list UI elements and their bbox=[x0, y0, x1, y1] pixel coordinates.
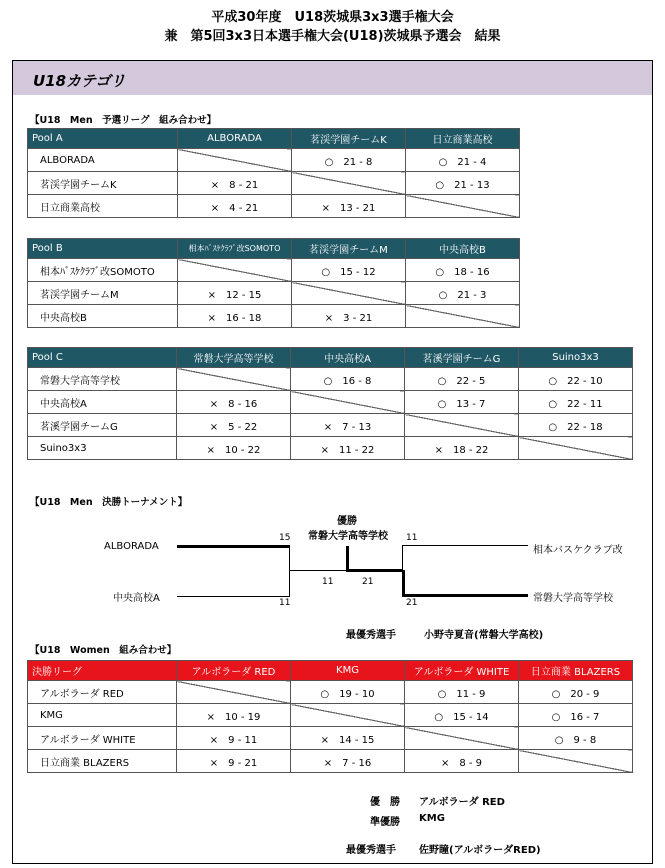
col-header: 日立商業 BLAZERS bbox=[519, 661, 633, 681]
result-cell: × 3 - 21 bbox=[292, 305, 406, 328]
row-team: 茗渓学園チームK bbox=[28, 172, 178, 195]
women-runner-label: 準優勝 bbox=[370, 817, 400, 828]
table-row bbox=[28, 149, 520, 172]
result-cell: ○ 21 - 3 bbox=[406, 282, 520, 305]
table-row bbox=[28, 437, 633, 460]
result-cell: ○ 15 - 12 bbox=[292, 259, 406, 282]
bracket-line bbox=[289, 570, 347, 571]
col-header: 常磐大学高等学校 bbox=[177, 348, 291, 368]
bracket-team-right-bottom: 常磐大学高等学校 bbox=[533, 593, 613, 604]
row-team: アルボラーダ WHITE bbox=[28, 727, 177, 750]
col-header: 茗渓学園チームM bbox=[292, 239, 406, 259]
row-team: 相本ﾊﾞｽｹｸﾗﾌﾞ改SOMOTO bbox=[28, 259, 178, 282]
pool-name: Pool B bbox=[28, 239, 178, 259]
result-cell: ○ 19 - 10 bbox=[291, 681, 405, 704]
result-cell: × 18 - 22 bbox=[405, 437, 519, 460]
pool-a-table bbox=[27, 128, 520, 218]
result-cell: ○ 21 - 4 bbox=[406, 149, 520, 172]
result-cell: × 7 - 13 bbox=[291, 414, 405, 437]
col-header: 茗渓学園チームK bbox=[292, 129, 406, 149]
result-cell: × 5 - 22 bbox=[177, 414, 291, 437]
pool-b-table bbox=[27, 238, 520, 328]
col-header: 中央高校B bbox=[406, 239, 520, 259]
men-mvp-name: 小野寺夏音(常磐大学高校) bbox=[424, 630, 544, 641]
self-cell bbox=[177, 368, 291, 391]
col-header: 日立商業高校 bbox=[406, 129, 520, 149]
result-cell: × 9 - 11 bbox=[177, 727, 291, 750]
result-cell: ○ 20 - 9 bbox=[519, 681, 633, 704]
result-cell: ○ 11 - 9 bbox=[405, 681, 519, 704]
row-team: 中央高校A bbox=[28, 391, 177, 414]
col-header: KMG bbox=[291, 661, 405, 681]
bracket-line bbox=[402, 545, 528, 546]
bracket-line bbox=[402, 545, 403, 570]
table-row bbox=[28, 172, 520, 195]
score-left-bottom: 11 bbox=[279, 598, 291, 608]
pool-c-table bbox=[27, 347, 633, 460]
self-cell bbox=[178, 149, 292, 172]
result-cell: ○ 18 - 16 bbox=[406, 259, 520, 282]
bracket-line bbox=[402, 570, 405, 597]
self-cell bbox=[405, 727, 519, 750]
row-team: Suino3x3 bbox=[28, 437, 177, 460]
result-cell: × 10 - 22 bbox=[177, 437, 291, 460]
women-runner-name: KMG bbox=[419, 813, 445, 824]
self-cell bbox=[406, 195, 520, 218]
result-cell: × 11 - 22 bbox=[291, 437, 405, 460]
bracket-line bbox=[177, 545, 289, 548]
score-left-top: 15 bbox=[279, 533, 291, 543]
bracket-line bbox=[346, 569, 403, 572]
col-header: 相本ﾊﾞｽｹｸﾗﾌﾞ改SOMOTO bbox=[178, 239, 292, 259]
self-cell bbox=[292, 172, 406, 195]
champion-label: 優勝 bbox=[337, 516, 357, 527]
tournament-heading: 【U18 Men 決勝トーナメント】 bbox=[30, 497, 188, 508]
table-row bbox=[28, 414, 633, 437]
self-cell bbox=[519, 437, 633, 460]
result-cell: ○ 13 - 7 bbox=[405, 391, 519, 414]
table-row bbox=[28, 282, 520, 305]
table-row bbox=[28, 681, 633, 704]
women-winner-label: 優 勝 bbox=[370, 797, 400, 808]
score-final-right: 21 bbox=[362, 577, 374, 587]
self-cell bbox=[406, 305, 520, 328]
result-cell: ○ 22 - 5 bbox=[405, 368, 519, 391]
self-cell bbox=[291, 391, 405, 414]
result-cell: × 14 - 15 bbox=[291, 727, 405, 750]
result-cell: × 4 - 21 bbox=[178, 195, 292, 218]
result-cell: × 13 - 21 bbox=[292, 195, 406, 218]
page-subtitle: 兼 第5回3x3日本選手権大会(U18)茨城県予選会 結果 bbox=[164, 29, 501, 44]
col-header: アルボラーダ WHITE bbox=[405, 661, 519, 681]
table-row bbox=[28, 259, 520, 282]
pool-name: Pool A bbox=[28, 129, 178, 149]
women-mvp-label: 最優秀選手 bbox=[346, 845, 396, 856]
result-cell: ○ 22 - 11 bbox=[519, 391, 633, 414]
women-mvp-name: 佐野瞳(アルボラーダRED) bbox=[419, 845, 541, 856]
row-team: 常磐大学高等学校 bbox=[28, 368, 177, 391]
bracket-team-left-top: ALBORADA bbox=[104, 541, 159, 552]
self-cell bbox=[291, 704, 405, 727]
result-cell: ○ 16 - 7 bbox=[519, 704, 633, 727]
result-cell: × 9 - 21 bbox=[177, 750, 291, 773]
table-row bbox=[28, 704, 633, 727]
row-team: KMG bbox=[28, 704, 177, 727]
result-cell: × 8 - 16 bbox=[177, 391, 291, 414]
row-team: 日立商業 BLAZERS bbox=[28, 750, 177, 773]
row-team: 日立商業高校 bbox=[28, 195, 178, 218]
result-cell: × 7 - 16 bbox=[291, 750, 405, 773]
score-right-bottom: 21 bbox=[406, 598, 418, 608]
bracket-line bbox=[289, 545, 290, 597]
result-cell: ○ 16 - 8 bbox=[291, 368, 405, 391]
result-cell: × 8 - 9 bbox=[405, 750, 519, 773]
col-header: 茗溪学園チームG bbox=[405, 348, 519, 368]
table-row bbox=[28, 368, 633, 391]
men-league-heading: 【U18 Men 予選リーグ 組み合わせ】 bbox=[30, 115, 217, 126]
table-row bbox=[28, 750, 633, 773]
self-cell bbox=[177, 681, 291, 704]
women-league-table bbox=[27, 660, 633, 773]
category-title: U18カテゴリ bbox=[33, 72, 126, 90]
self-cell bbox=[292, 282, 406, 305]
row-team: 茗溪学園チームG bbox=[28, 414, 177, 437]
champion-name: 常磐大学高等学校 bbox=[308, 531, 388, 542]
result-cell: ○ 9 - 8 bbox=[519, 727, 633, 750]
table-row bbox=[28, 195, 520, 218]
table-row bbox=[28, 305, 520, 328]
col-header: 中央高校A bbox=[291, 348, 405, 368]
category-banner bbox=[13, 61, 652, 95]
result-cell: ○ 22 - 18 bbox=[519, 414, 633, 437]
pool-name: Pool C bbox=[28, 348, 177, 368]
result-cell: ○ 21 - 13 bbox=[406, 172, 520, 195]
row-team: ALBORADA bbox=[28, 149, 178, 172]
self-cell bbox=[519, 750, 633, 773]
self-cell bbox=[178, 259, 292, 282]
col-header: Suino3x3 bbox=[519, 348, 633, 368]
result-cell: ○ 15 - 14 bbox=[405, 704, 519, 727]
page-title: 平成30年度 U18茨城県3x3選手権大会 bbox=[211, 10, 454, 25]
self-cell bbox=[405, 414, 519, 437]
table-row bbox=[28, 727, 633, 750]
result-cell: × 12 - 15 bbox=[178, 282, 292, 305]
result-cell: × 10 - 19 bbox=[177, 704, 291, 727]
row-team: 茗渓学園チームM bbox=[28, 282, 178, 305]
men-mvp-label: 最優秀選手 bbox=[346, 630, 396, 641]
result-cell: × 16 - 18 bbox=[178, 305, 292, 328]
women-heading: 【U18 Women 組み合わせ】 bbox=[30, 645, 177, 656]
bracket-team-right-top: 相本バスケクラブ改 bbox=[533, 545, 623, 556]
result-cell: ○ 21 - 8 bbox=[292, 149, 406, 172]
score-final-left: 11 bbox=[322, 577, 334, 587]
row-team: アルボラーダ RED bbox=[28, 681, 177, 704]
row-team: 中央高校B bbox=[28, 305, 178, 328]
col-header: ALBORADA bbox=[178, 129, 292, 149]
women-winner-name: アルボラーダ RED bbox=[419, 797, 505, 808]
bracket-line bbox=[177, 596, 290, 597]
bracket-line bbox=[402, 594, 528, 597]
result-cell: × 8 - 21 bbox=[178, 172, 292, 195]
league-name: 決勝リーグ bbox=[28, 661, 177, 681]
table-row bbox=[28, 391, 633, 414]
col-header: アルボラーダ RED bbox=[177, 661, 291, 681]
bracket-team-left-bottom: 中央高校A bbox=[113, 593, 160, 604]
score-right-top: 11 bbox=[406, 533, 418, 543]
result-cell: ○ 22 - 10 bbox=[519, 368, 633, 391]
